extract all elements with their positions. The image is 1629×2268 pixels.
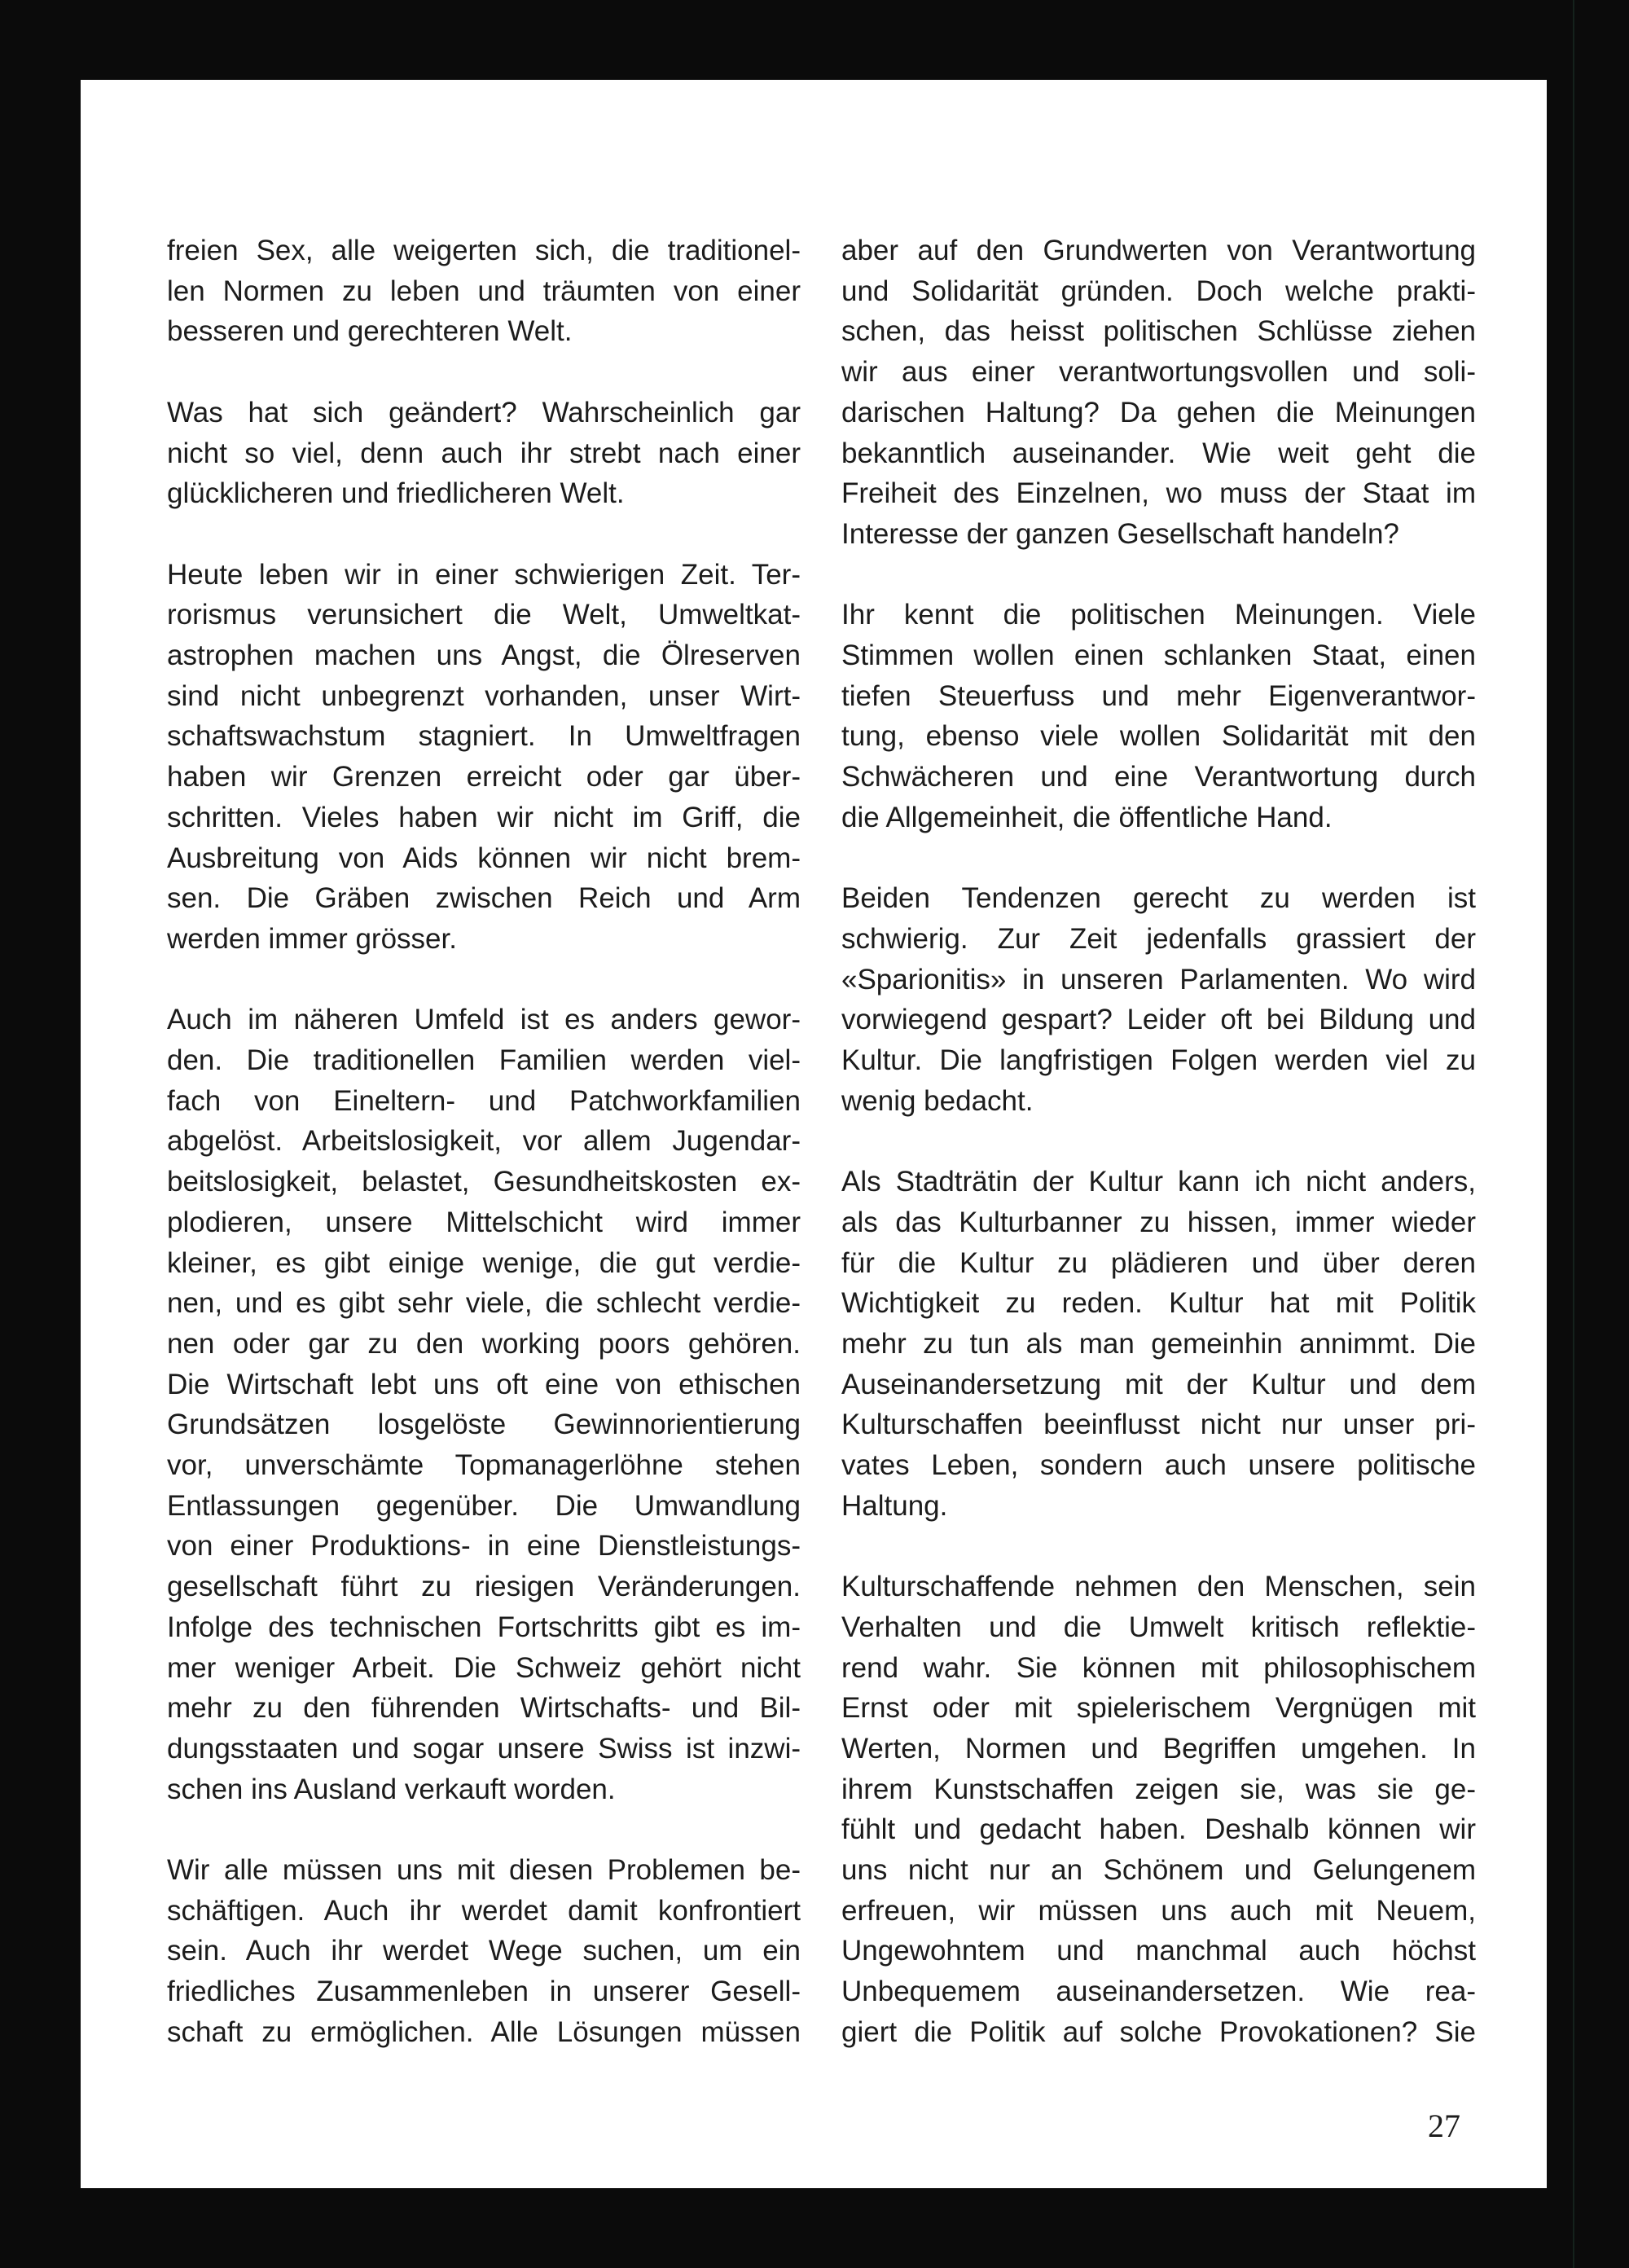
page-number: 27 [1428, 2108, 1460, 2144]
text-line: von einer Produktions- in eine Dienstleistungs- [167, 1530, 801, 1563]
text-line: dungsstaaten und sogar unsere Swiss ist inzwi- [167, 1732, 801, 1765]
text-line: vorwiegend gespart? Leider oft bei Bildung und [841, 1004, 1476, 1036]
text-line: Schwächeren und eine Verantwortung durch [841, 761, 1476, 793]
text-line: glücklicheren und friedlicheren Welt. [167, 477, 625, 510]
text-line: Ausbreitung von Aids können wir nicht brem- [167, 842, 801, 874]
text-line: mehr zu den führenden Wirtschafts- und Bil- [167, 1692, 801, 1725]
text-line: rend wahr. Sie können mit philosophischem [841, 1651, 1476, 1684]
text-line: werden immer grösser. [167, 922, 457, 955]
text-line: schäftigen. Auch ihr werdet damit konfrontiert [167, 1894, 801, 1927]
text-line: Grundsätzen losgelöste Gewinnorientierung [167, 1409, 801, 1441]
text-line: Auseinandersetzung mit der Kultur und dem [841, 1368, 1476, 1400]
text-line: Freiheit des Einzelnen, wo muss der Staat im [841, 477, 1476, 510]
text-line: Kulturschaffen beeinflusst nicht nur unser pri- [841, 1409, 1476, 1441]
text-line: Was hat sich geändert? Wahrscheinlich gar [167, 396, 801, 429]
text-line: als das Kulturbanner zu hissen, immer wieder [841, 1206, 1476, 1238]
text-line: mer weniger Arbeit. Die Schweiz gehört nicht [167, 1651, 801, 1684]
text-line: Verhalten und die Umwelt kritisch reflektie- [841, 1611, 1476, 1643]
text-line: fühlt und gedacht haben. Deshalb können wir [841, 1813, 1476, 1846]
text-line: für die Kultur zu plädieren und über deren [841, 1246, 1476, 1279]
text-line: Ernst oder mit spielerischem Vergnügen mit [841, 1692, 1476, 1725]
text-line: und Solidarität gründen. Doch welche prakti- [841, 275, 1476, 307]
text-line: mehr zu tun als man gemeinhin annimmt. Die [841, 1327, 1476, 1360]
text-line: Ungewohntem und manchmal auch höchst [841, 1935, 1476, 1967]
text-line: Unbequemem auseinandersetzen. Wie rea- [841, 1976, 1476, 2008]
text-line: Auch im näheren Umfeld ist es anders gewor- [167, 1004, 801, 1036]
text-line: vor, unverschämte Topmanagerlöhne stehen [167, 1449, 801, 1481]
text-line: tiefen Steuerfuss und mehr Eigenverantwor- [841, 679, 1476, 712]
text-line: schen ins Ausland verkauft worden. [167, 1773, 616, 1805]
document-page [81, 80, 1547, 2188]
text-line: Werten, Normen und Begriffen umgehen. In [841, 1732, 1476, 1765]
text-line: friedliches Zusammenleben in unserer Gesell- [167, 1976, 801, 2008]
text-line: Heute leben wir in einer schwierigen Zeit. Ter- [167, 558, 801, 591]
text-line: besseren und gerechteren Welt. [167, 315, 573, 348]
text-line: fach von Eineltern- und Patchworkfamilien [167, 1084, 801, 1117]
text-line: darischen Haltung? Da gehen die Meinungen [841, 396, 1476, 429]
text-line: abgelöst. Arbeitslosigkeit, vor allem Jugendar- [167, 1125, 801, 1158]
text-line: Stimmen wollen einen schlanken Staat, einen [841, 640, 1476, 671]
text-line: sein. Auch ihr werdet Wege suchen, um ein [167, 1935, 801, 1967]
text-line: die Allgemeinheit, die öffentliche Hand. [841, 801, 1333, 833]
text-line: freien Sex, alle weigerten sich, die traditionel- [167, 235, 801, 266]
text-line: Haltung. [841, 1489, 948, 1522]
text-line: gesellschaft führt zu riesigen Veränderungen. [167, 1571, 801, 1603]
text-line: bekanntlich auseinander. Wie weit geht die [841, 437, 1476, 469]
text-line: schritten. Vieles haben wir nicht im Griff, die [167, 801, 801, 833]
text-line: uns nicht nur an Schönem und Gelungenem [841, 1854, 1476, 1886]
text-line: aber auf den Grundwerten von Verantwortung [841, 235, 1476, 266]
text-line: Kulturschaffende nehmen den Menschen, sein [841, 1571, 1476, 1603]
text-line: Beiden Tendenzen gerecht zu werden ist [841, 882, 1476, 915]
text-line: plodieren, unsere Mittelschicht wird immer [167, 1206, 801, 1238]
scanner-edge-line [1573, 0, 1574, 2268]
text-line: Interesse der ganzen Gesellschaft handeln? [841, 517, 1399, 550]
text-line: «Sparionitis» in unseren Parlamenten. Wo wird [841, 963, 1476, 996]
text-line: schen, das heisst politischen Schlüsse ziehen [841, 315, 1476, 348]
text-line: Kultur. Die langfristigen Folgen werden viel zu [841, 1044, 1476, 1076]
text-line: Ihr kennt die politischen Meinungen. Viele [841, 599, 1476, 631]
text-line: Wir alle müssen uns mit diesen Problemen be- [167, 1854, 801, 1886]
text-line: vates Leben, sondern auch unsere politische [841, 1449, 1476, 1481]
text-line: schwierig. Zur Zeit jedenfalls grassiert der [841, 922, 1476, 955]
text-line: nen oder gar zu den working poors gehören. [167, 1327, 801, 1360]
text-line: nicht so viel, denn auch ihr strebt nach einer [167, 437, 801, 469]
text-line: giert die Politik auf solche Provokationen? Sie [841, 2015, 1476, 2048]
text-line: haben wir Grenzen erreicht oder gar über- [167, 761, 801, 793]
text-line: tung, ebenso viele wollen Solidarität mit den [841, 720, 1476, 753]
text-line: Die Wirtschaft lebt uns oft eine von ethischen [167, 1368, 801, 1400]
text-line: Als Stadträtin der Kultur kann ich nicht anders, [841, 1166, 1476, 1198]
text-line: ihrem Kunstschaffen zeigen sie, was sie ge- [841, 1773, 1476, 1805]
text-line: Entlassungen gegenüber. Die Umwandlung [167, 1489, 801, 1522]
text-line: sen. Die Gräben zwischen Reich und Arm [167, 882, 801, 915]
text-line: beitslosigkeit, belastet, Gesundheitskosten ex- [167, 1166, 801, 1198]
text-line: sind nicht unbegrenzt vorhanden, unser Wirt- [167, 679, 801, 712]
text-line: nen, und es gibt sehr viele, die schlecht verdie- [167, 1287, 801, 1320]
text-line: wenig bedacht. [841, 1084, 1034, 1117]
text-line: den. Die traditionellen Familien werden viel- [167, 1044, 801, 1076]
text-line: wir aus einer verantwortungsvollen und soli- [841, 356, 1476, 389]
text-line: astrophen machen uns Angst, die Ölreserven [167, 640, 801, 671]
text-line: schaftswachstum stagniert. In Umweltfragen [167, 720, 801, 753]
text-line: rorismus verunsichert die Welt, Umweltkat- [167, 599, 801, 631]
text-line: len Normen zu leben und träumten von einer [167, 275, 801, 307]
text-line: erfreuen, wir müssen uns auch mit Neuem, [841, 1894, 1476, 1927]
text-line: Infolge des technischen Fortschritts gibt es im- [167, 1611, 801, 1643]
text-line: Wichtigkeit zu reden. Kultur hat mit Politik [841, 1287, 1476, 1320]
text-line: kleiner, es gibt einige wenige, die gut verdie- [167, 1246, 801, 1279]
text-line: schaft zu ermöglichen. Alle Lösungen müssen [167, 2015, 801, 2048]
